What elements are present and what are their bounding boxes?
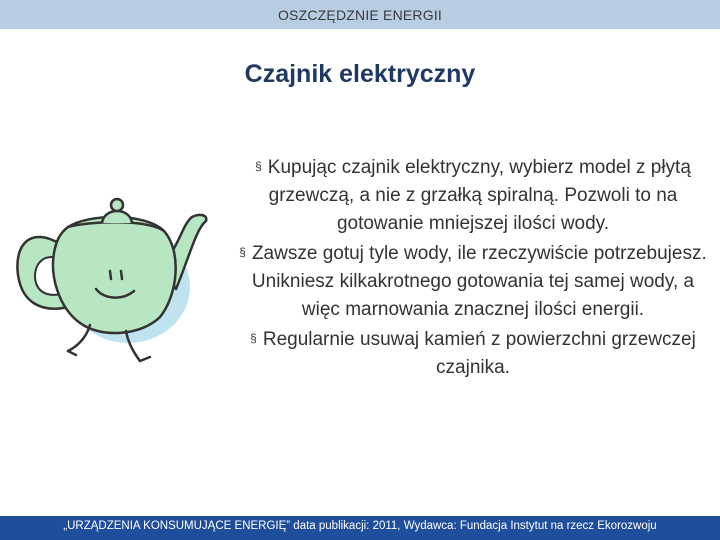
bullet-text: Zawsze gotuj tyle wody, ile rzeczywiście potrzebujesz. Unikniesz kilkakrotnego gotowania tej samej wody, a więc marnowania znacznej ilości energii. [251, 243, 707, 320]
bullet-text: Regularnie usuwaj kamień z powierzchni grzewczej czajnika. [262, 329, 696, 378]
bullet-paragraph [238, 152, 708, 238]
footer-text: „URZĄDZENIA KONSUMUJĄCE ENERGIĘ” data publikacji: 2011, Wydawca: Fundacja Instytut na rzecz Ekorozwoju [63, 520, 657, 532]
bullet-icon: § [255, 159, 262, 173]
bullet-icon: § [250, 331, 257, 345]
teapot-illustration [10, 185, 220, 380]
teapot-icon [10, 185, 220, 380]
slide-title: Czajnik elektryczny [244, 60, 476, 88]
bullet-icon: § [239, 245, 246, 259]
header-bar [0, 0, 720, 29]
slide-body [238, 152, 708, 382]
header-title: OSZCZĘDZNIE ENERGII [277, 7, 443, 23]
footer-bar [0, 516, 720, 540]
bullet-paragraph [238, 238, 708, 324]
bullet-paragraph [238, 324, 708, 382]
bullet-text: Kupując czajnik elektryczny, wybierz model z płytą grzewczą, a nie z grzałką spiralną. Pozwoli to na gotowanie mniejszej ilości wody. [267, 157, 691, 234]
